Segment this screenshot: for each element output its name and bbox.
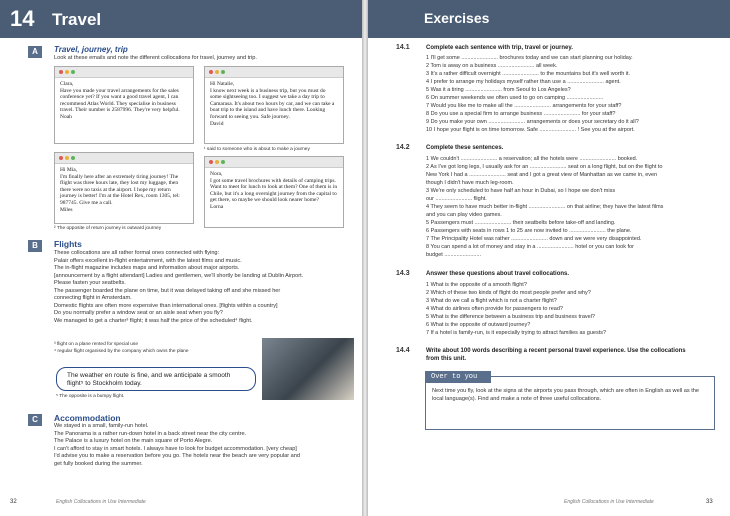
exercise-instruction: Complete each sentence with trip, travel or journey. — [426, 45, 573, 51]
exercise-item: 10 I hope your flight is on time tomorrow. Safe ........................ ! See you at the airport. — [426, 127, 635, 133]
flights-line: Please fasten your seatbelts. — [54, 280, 126, 286]
close-dot-icon — [59, 70, 63, 74]
exercise-instruction: Complete these sentences. — [426, 145, 504, 151]
flights-line: These collocations are all rather formal ones connected with flying: — [54, 250, 220, 256]
section-title-b: Flights — [54, 239, 82, 249]
section-title-a: Travel, journey, trip — [54, 45, 128, 54]
exercise-instruction: Answer these questions about travel collocations. — [426, 271, 570, 277]
exercise-item: 8 Do you use a special firm to arrange business ........................ for your staff? — [426, 111, 616, 117]
email-salutation: Clara, — [60, 81, 74, 87]
accommodation-text — [54, 423, 358, 468]
unit-number: 14 — [10, 6, 35, 31]
exercise-item: and you can play video games. — [426, 212, 502, 218]
email-salutation: Hi Natalie, — [210, 81, 235, 87]
flights-text — [54, 250, 354, 325]
flights-line: Do you normally prefer a window seat or an aisle seat when you fly? — [54, 310, 223, 316]
exercise-item: 6 What is the opposite of outward journey? — [426, 322, 531, 328]
exercise-item: 8 You can spend a lot of money and stay in a ........................ hotel or you can look for — [426, 244, 634, 250]
flights-line: Domestic flights are often more expensive than international ones. [flights within a country] — [54, 302, 278, 309]
over-to-you-box — [425, 376, 715, 430]
exercise-item: 7 Would you like me to make all the ........................ arrangements for your staff? — [426, 103, 622, 109]
flights-line: connecting flight in Amsterdam. — [54, 295, 132, 301]
exercise-item: 6 On summer weekends we often used to go on camping ........................ — [426, 95, 604, 101]
accommodation-line: We stayed in a small, family-run hotel. — [54, 423, 149, 429]
exercise-item: 2 Tom is away on a business ........................ all week. — [426, 63, 558, 69]
maximize-dot-icon — [221, 160, 225, 164]
email-mia — [54, 152, 194, 224]
section-title-c: Accommodation — [54, 413, 121, 423]
exercise-item: budget ........................ — [426, 252, 482, 258]
section-tag-b: B — [28, 240, 42, 252]
email-signature: David — [210, 120, 224, 127]
exercise-item: 1 We couldn't ........................ a reservation; all the hotels were ........................ booked. — [426, 156, 638, 162]
unit-title: Travel — [52, 10, 102, 29]
email-salutation: Hi Mia, — [60, 167, 78, 173]
exercise-instruction: Write about 100 words describing a recent personal travel experience. Use the collocations — [426, 348, 686, 354]
flights-line: Palair offers excellent in-flight entertainment, with the latest films and music. — [54, 257, 242, 264]
exercise-item: 1 What is the opposite of a smooth flight? — [426, 282, 527, 288]
email-text: I know next week is a business trip, but you must do some sightseeing too. I suggest we take a day trip to Camarasa. It's about two hours by car, and we can take a boat trip to the island and have lunch there. Looking forward to seeing you. Safe journey. — [210, 87, 335, 120]
accommodation-line: I can't afford to stay in smart hotels. I always have to look for budget accommodation. [very cheap] — [54, 445, 297, 452]
exercises-title: Exercises — [424, 10, 490, 26]
email-nora — [204, 156, 344, 228]
maximize-dot-icon — [221, 70, 225, 74]
maximize-dot-icon — [71, 156, 75, 160]
exercise-item: New York I had a ........................ seat and I got a great view of Manhattan as we came in, even — [426, 172, 658, 178]
flights-footnotes — [54, 341, 254, 355]
exercise-item: 5 Was it a tiring ........................ from Seoul to Los Angeles? — [426, 87, 571, 93]
exercise-item: 3 We're only scheduled to have half an hour in Dubai, so I hope we don't miss — [426, 188, 616, 194]
footnote-2: ² The opposite of return journey is outward journey — [54, 226, 162, 231]
minimize-dot-icon — [65, 156, 69, 160]
email-text: I'm finally here after an extremely tiring journey! The flight was three hours late, they lost my luggage, then there were no taxis at the airport. I hope my return journey is better! I'm at the Hotel Rex, room 1305, tel: 987745. Give me a call. — [60, 173, 180, 206]
exercise-item: 3 What do we call a flight which is not a charter flight? — [426, 298, 557, 304]
exercise-item: 1 I'll get some ........................ brochures today and we can start planning our holiday. — [426, 55, 633, 61]
accommodation-line: I'd advise you to make a reservation before you go. The hotels near the beach are very popular and — [54, 453, 300, 459]
email-signature: Miles — [60, 206, 73, 213]
footnote-5: ⁵ The opposite is a bumpy flight. — [56, 394, 125, 399]
page-number: 33 — [706, 499, 713, 505]
flights-line: [announcement by a flight attendant] Ladies and gentlemen, we'll shortly be landing at Dublin Airport. — [54, 272, 304, 279]
close-dot-icon — [209, 160, 213, 164]
unit-header — [0, 0, 362, 38]
exercises-header — [368, 0, 730, 38]
right-page — [368, 0, 730, 516]
exercise-item: 4 What do airlines often provide for passengers to read? — [426, 306, 563, 312]
page-number: 32 — [10, 499, 17, 505]
exercise-number: 14.1 — [396, 44, 410, 51]
email-window-bar — [55, 67, 193, 78]
maximize-dot-icon — [71, 70, 75, 74]
email-window-bar — [55, 153, 193, 164]
exercise-item: 9 Do you make your own ........................ arrangements or does your secretary do it all? — [426, 119, 639, 125]
email-clara — [54, 66, 194, 144]
exercise-item: 3 It's a rather difficult overnight ........................ to the mountains but it's well worth it. — [426, 71, 631, 77]
flights-line: The passenger boarded the plane on time, but it was delayed taking off and she missed her — [54, 287, 281, 294]
close-dot-icon — [209, 70, 213, 74]
exercise-item: 2 Which of these two kinds of flight do most people prefer and why? — [426, 290, 591, 296]
email-text: I got some travel brochures with details of camping trips. Want to meet for lunch to look at them? One of them is in Chile, but it's a long overnight journey from the capital to get there, so maybe we should look nearer home? — [210, 177, 338, 204]
footnote-1: ¹ said to someone who is about to make a journey — [204, 147, 310, 152]
exercise-item: our ........................ flight. — [426, 196, 487, 202]
exercise-item: though I didn't have much leg-room. — [426, 180, 514, 186]
flights-line: The in-flight magazine includes maps and information about major airports. — [54, 265, 240, 271]
exercise-number: 14.2 — [396, 144, 410, 151]
exercise-item: 7 The Principality Hotel was rather ........................ down and we were very disappointed. — [426, 236, 642, 242]
exercise-item: 5 What is the difference between a business trip and business travel? — [426, 314, 595, 320]
minimize-dot-icon — [215, 70, 219, 74]
email-window-bar — [205, 157, 343, 168]
exercise-item: 5 Passengers must ........................ their seatbelts before take-off and landing. — [426, 220, 616, 226]
exercise-item: 7 If a hotel is family-run, is it especially trying to attract families as guests? — [426, 330, 607, 336]
footer-title: English Collocations in Use Intermediate — [564, 499, 654, 505]
email-window-bar — [205, 67, 343, 78]
exercise-instruction-cont: from this unit. — [426, 356, 466, 362]
email-signature: Noah — [60, 113, 72, 120]
section-tag-c: C — [28, 414, 42, 426]
footnote-3: ³ flight on a plane rented for special use — [54, 342, 138, 347]
exercise-number: 14.3 — [396, 270, 410, 277]
email-text: Have you made your travel arrangements for the sales conference yet? If you want a good travel agent, I can recommend Atlas World. They specialise in business travel. Their number is 2587996. They're very helpful. — [60, 87, 180, 114]
footnote-4: ⁴ regular flight organised by the company which owns the plane — [54, 349, 189, 354]
email-salutation: Nora, — [210, 171, 223, 177]
footer-title: English Collocations in Use Intermediate — [56, 499, 146, 505]
flights-line: We managed to get a charter³ flight; it was half the price of the scheduled⁴ flight. — [54, 317, 253, 324]
exercise-item: 2 As I've got long legs, I usually ask for an ........................ seat on a long flight, but on the flight to — [426, 164, 663, 170]
exercise-item: 4 They seem to have much better in-flight ........................ on that airline; they have the latest films — [426, 204, 664, 210]
cockpit-photo — [262, 338, 354, 400]
left-page — [0, 0, 362, 516]
minimize-dot-icon — [215, 160, 219, 164]
accommodation-line: get fully booked during the summer. — [54, 460, 143, 467]
over-to-you-tab: Over to you — [425, 371, 491, 383]
section-tag-a: A — [28, 46, 42, 58]
close-dot-icon — [59, 156, 63, 160]
over-to-you-text: Next time you fly, look at the signs at the airports you pass through, which are often in English as well as the local language(s). Find and make a note of three useful collocations. — [432, 388, 699, 402]
exercise-item: 4 I prefer to arrange my holidays myself rather than use a ........................ agent. — [426, 79, 621, 85]
accommodation-line: The Palace is a luxury hotel on the main square of Porto Alegre. — [54, 438, 213, 444]
exercise-item: 6 Passengers with seats in rows 1 to 25 are now invited to ........................ the plane. — [426, 228, 632, 234]
section-a-intro: Look at these emails and note the different collocations for travel, journey and trip. — [54, 55, 257, 61]
exercise-number: 14.4 — [396, 347, 410, 354]
email-natalie — [204, 66, 344, 144]
accommodation-line: The Panorama is a rather run-down hotel in a back street near the city centre. — [54, 430, 247, 437]
announcement-bubble: The weather en route is fine, and we anticipate a smooth flight⁵ to Stockholm today. — [56, 367, 256, 391]
email-signature: Lorna — [210, 203, 224, 210]
minimize-dot-icon — [65, 70, 69, 74]
